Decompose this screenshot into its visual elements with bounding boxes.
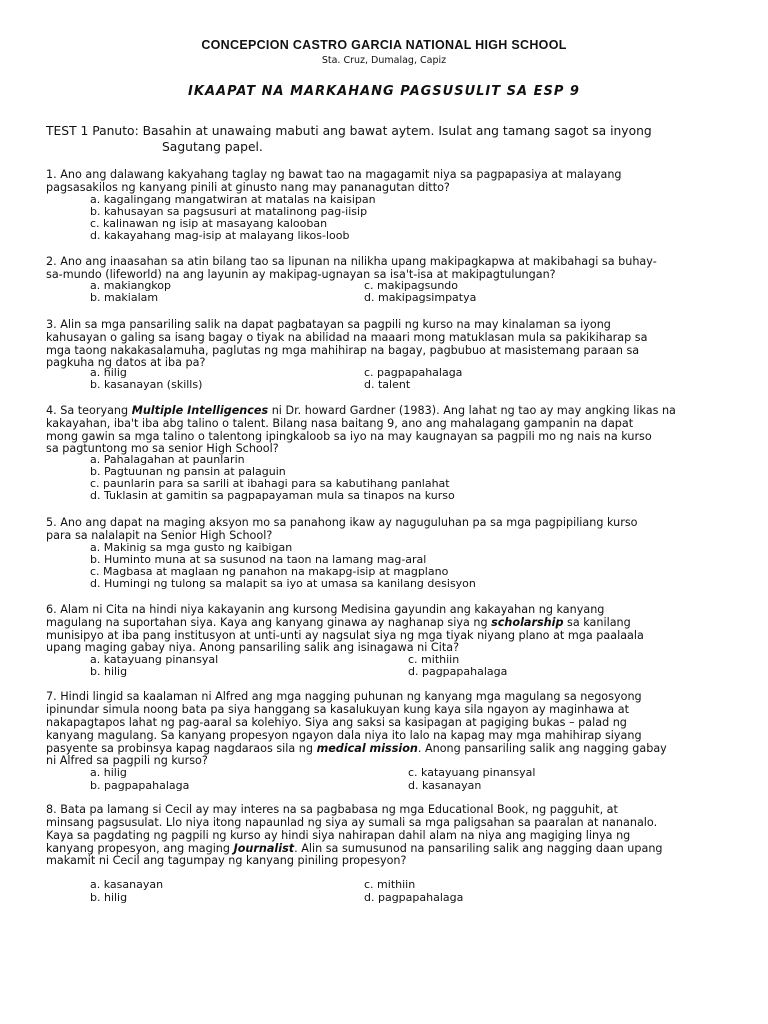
question-5-line-2: para sa nalalapit na Senior High School?: [46, 529, 273, 542]
question-5-option-a: a. Makinig sa mga gusto ng kaibigan: [90, 541, 293, 554]
question-7-option-c: c. katayuang pinansyal: [408, 766, 536, 779]
question-2-option-b: b. makialam: [90, 291, 159, 304]
question-4-line-2: kakayahan, iba't iba abg talino o talent. Bilang nasa baitang 9, ano ang mahalagang gampanin na dapat: [46, 417, 634, 430]
question-5-option-b: b. Huminto muna at sa susunod na taon na lamang mag-aral: [90, 553, 427, 566]
question-7-line-2: ipinundar simula noong bata pa siya hanggang sa kasalukuyan kung kaya sila ngayon ay maginhawa at: [46, 703, 629, 716]
question-7-line-3: nakapagtapos lahat ng pag-aaral sa kolehiyo. Siya ang saksi sa kasipagan at pagiging bukas – palad ng: [46, 716, 627, 729]
school-address: Sta. Cruz, Dumalag, Capiz: [321, 55, 447, 66]
question-3-line-1: 3. Alin sa mga pansariling salik na dapat pagbatayan sa pagpili ng kurso na may kinalaman sa iyong: [46, 318, 611, 331]
question-8-option-d: d. pagpapahalaga: [364, 891, 464, 904]
question-6-line-2-start: magulang na suportahan siya. Kaya ang kanyang ginawa ay naghanap siya ng: [46, 616, 492, 629]
question-1-option-c: c. kalinawan ng isip at masayang kalooban: [90, 217, 328, 230]
question-7-line-5-rest: . Anong pansariling salik ang nagging gabay: [417, 742, 667, 755]
question-6-line-2-rest: sa kanilang: [563, 616, 631, 629]
question-6-option-a: a. katayuang pinansyal: [90, 653, 219, 666]
question-4-option-b: b. Pagtuunan ng pansin at palaguin: [90, 465, 286, 478]
question-8-option-b: b. hilig: [90, 891, 128, 904]
question-6-line-2: [46, 616, 631, 629]
question-6-line-3: munisipyo at iba pang institusyon at unti-unti ay nagsulat siya ng mga tiyak niyang plano at mga paalaala: [46, 629, 644, 642]
question-7-line-6: ni Alfred sa pagpili ng kurso?: [46, 754, 208, 767]
question-6-option-b: b. hilig: [90, 665, 128, 678]
question-4-line-4: sa pagtuntong mo sa senior High School?: [46, 442, 279, 455]
question-4-line-1: [46, 404, 676, 417]
question-3-option-d: d. talent: [364, 378, 411, 391]
question-8-option-a: a. kasanayan: [90, 878, 164, 891]
question-1-option-d: d. kakayahang mag-isip at malayang likos-loob: [90, 229, 350, 242]
question-7-option-a: a. hilig: [90, 766, 127, 779]
question-7-option-d: d. kasanayan: [408, 779, 482, 792]
question-6-bold-term: scholarship: [491, 616, 564, 629]
question-4-line-1-start: 4. Sa teoryang: [46, 404, 132, 417]
question-1-option-b: b. kahusayan sa pagsusuri at matalinong pag-iisip: [90, 205, 368, 218]
question-2-option-d: d. makipagsimpatya: [364, 291, 477, 304]
question-8-line-5: makamit ni Cecil ang tagumpay ng kanyang piniling propesyon?: [46, 854, 407, 867]
instructions-line-2: Sagutang papel.: [162, 140, 263, 154]
question-3-option-c: c. pagpapahalaga: [364, 366, 463, 379]
exam-title: IKAAPAT NA MARKAHANG PAGSUSULIT SA ESP 9: [188, 84, 580, 99]
question-6-option-c: c. mithiin: [408, 653, 460, 666]
question-3-option-a: a. hilig: [90, 366, 127, 379]
question-3-line-4: pagkuha ng datos at iba pa?: [46, 356, 206, 369]
question-5-line-1: 5. Ano ang dapat na maging aksyon mo sa panahong ikaw ay naguguluhan pa sa mga pagpipiliang kurso: [46, 516, 638, 529]
question-4-bold-term: Multiple Intelligences: [131, 404, 269, 417]
question-5-option-d: d. Humingi ng tulong sa malapit sa iyo at umasa sa kanilang desisyon: [90, 577, 476, 590]
question-6-option-d: d. pagpapahalaga: [408, 665, 508, 678]
question-5-option-c: c. Magbasa at maglaan ng panahon na makapg-isip at magplano: [90, 565, 449, 578]
question-7-line-5-start: pasyente sa probinsya kapag nagdaraos sila ng: [46, 742, 317, 755]
question-8-line-2: minsang pagsusulat. Llo niya itong napaunlad ng siya ay sumali sa mga paligsahan sa paaralan at nananalo.: [46, 816, 658, 829]
question-2-line-2: sa-mundo (lifeworld) na ang layunin ay makipag-ugnayan sa isa't-isa at makipagtulungan?: [46, 268, 556, 281]
question-6-line-1: 6. Alam ni Cita na hindi niya kakayanin ang kursong Medisina gayundin ang kakayahan ng kanyang: [46, 603, 605, 616]
question-4-line-3: mong gawin sa mga talino o talentong ipingkaloob sa iyo na may kaugnayan sa pagpili mo ng nais na kurso: [46, 430, 652, 443]
question-7-bold-term: medical mission: [316, 742, 418, 755]
question-2-option-c: c. makipagsundo: [364, 279, 459, 292]
question-4-option-a: a. Pahalagahan at paunlarin: [90, 453, 245, 466]
question-7-option-b: b. pagpapahalaga: [90, 779, 190, 792]
school-name: CONCEPCION CASTRO GARCIA NATIONAL HIGH SCHOOL: [201, 38, 567, 52]
question-2-option-a: a. makiangkop: [90, 279, 172, 292]
question-4-option-d: d. Tuklasin at gamitin sa pagpapayaman mula sa tinapos na kurso: [90, 489, 455, 502]
question-8-bold-term: Journalist: [233, 842, 295, 855]
question-3-line-2: kahusayan o galing sa isang bagay o tiyak na abilidad na maaari mong matuklasan mula sa pakikiharap sa: [46, 331, 648, 344]
question-8-line-4-rest: . Alin sa sumusunod na pansariling salik ang nagging daan upang: [294, 842, 663, 855]
question-8-option-c: c. mithiin: [364, 878, 416, 891]
question-4-line-1-rest: ni Dr. howard Gardner (1983). Ang lahat ng tao ay may angking likas na: [268, 404, 676, 417]
question-8-line-1: 8. Bata pa lamang si Cecil ay may interes na sa pagbabasa ng mga Educational Book, ng pagguhit, at: [46, 803, 618, 816]
question-7-line-1: 7. Hindi lingid sa kaalaman ni Alfred ang mga nagging puhunan ng kanyang mga magulang sa negosyong: [46, 690, 642, 703]
question-6-line-4: upang maging gabay niya. Anong pansariling salik ang isinagawa ni Cita?: [46, 641, 460, 654]
question-4-option-c: c. paunlarin para sa sarili at ibahagi para sa kabutihang panlahat: [90, 477, 450, 490]
question-3-option-b: b. kasanayan (skills): [90, 378, 203, 391]
question-1-option-a: a. kagalingang mangatwiran at matalas na kaisipan: [90, 193, 376, 206]
question-2-line-1: 2. Ano ang inaasahan sa atin bilang tao sa lipunan na nilikha upang makipagkapwa at makibahagi sa buhay-: [46, 255, 657, 268]
question-8-line-4-start: kanyang propesyon, ang maging: [46, 842, 234, 855]
question-8-line-3: Kaya sa pagdating ng pagpili ng kurso ay hindi siya nahirapan dahil alam na niya ang magiging linya ng: [46, 829, 631, 842]
question-1-line-2: pagsasakilos ng kanyang pinili at ginusto nang may pananagutan ditto?: [46, 181, 450, 194]
question-7-line-4: kanyang magulang. Sa kanyang propesyon ngayon dala niya ito lalo na kapag may mga mahihirap siyang: [46, 729, 642, 742]
instructions-line-1: TEST 1 Panuto: Basahin at unawaing mabuti ang bawat aytem. Isulat ang tamang sagot sa inyong: [46, 124, 652, 138]
question-3-line-3: mga taong nakakasalamuha, paglutas ng mga mahihirap na bagay, pagbubuo at masistemang paraan sa: [46, 344, 640, 357]
question-1-line-1: 1. Ano ang dalawang kakyahang taglay ng bawat tao na magagamit niya sa pagpapasiya at malayang: [46, 168, 622, 181]
